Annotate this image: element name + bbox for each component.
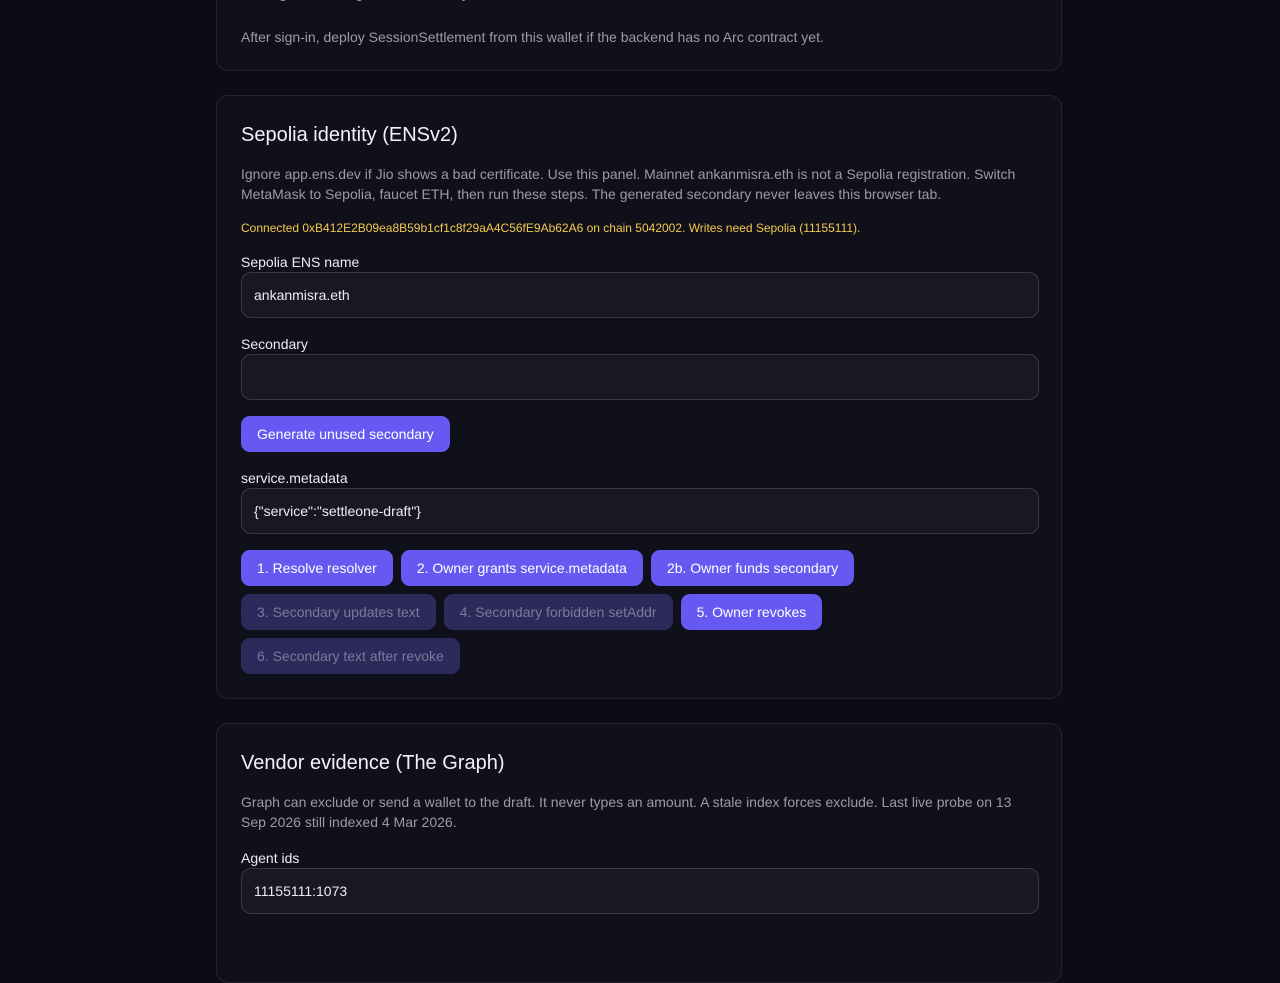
steps-row-2 <box>241 594 822 630</box>
sign-in-card <box>216 0 1062 71</box>
step-owner-funds-button[interactable]: 2b. Owner funds secondary <box>651 550 854 586</box>
metadata-input[interactable] <box>241 488 1039 534</box>
ens-name-input[interactable] <box>241 272 1039 318</box>
sepolia-identity-card <box>216 95 1062 699</box>
step-owner-revokes-button[interactable]: 5. Owner revokes <box>681 594 823 630</box>
step-secondary-updates-button[interactable]: 3. Secondary updates text <box>241 594 436 630</box>
secondary-input[interactable] <box>241 354 1039 400</box>
steps-row-1 <box>241 550 854 586</box>
agent-ids-label: Agent ids <box>241 850 300 866</box>
graph-description: Graph can exclude or send a wallet to the draft. It never types an amount. A stale index forces exclude. Last live probe on 13 Sep 2026 still indexed 4 Mar 2026. <box>241 794 1012 830</box>
generate-secondary-button[interactable]: Generate unused secondary <box>241 416 450 452</box>
identity-description: Ignore app.ens.dev if Jio shows a bad certificate. Use this panel. Mainnet ankanmisra.eth is not a Sepolia registration. Switch MetaMask to Sepolia, faucet ETH, then run these steps. The generated secondary never leaves this browser tab. <box>241 166 1016 202</box>
step-owner-grants-button[interactable]: 2. Owner grants service.metadata <box>401 550 643 586</box>
step-text-after-revoke-button[interactable]: 6. Secondary text after revoke <box>241 638 460 674</box>
steps-row-3 <box>241 638 460 674</box>
step-secondary-forbidden-button[interactable]: 4. Secondary forbidden setAddr <box>444 594 673 630</box>
chain-warning: Connected 0xB412E2B09ea8B59b1cf1c8f29aA4C56fE9Ab62A6 on chain 5042002. Writes need Sepolia (11155111). <box>241 221 861 235</box>
deploy-note: After sign-in, deploy SessionSettlement from this wallet if the backend has no Arc contract yet. <box>241 29 824 45</box>
ens-name-label: Sepolia ENS name <box>241 254 360 270</box>
graph-title: Vendor evidence (The Graph) <box>241 752 505 774</box>
vendor-evidence-card <box>216 723 1062 983</box>
metadata-label: service.metadata <box>241 470 348 486</box>
identity-title: Sepolia identity (ENSv2) <box>241 124 458 146</box>
step-resolve-resolver-button[interactable]: 1. Resolve resolver <box>241 550 393 586</box>
secondary-label: Secondary <box>241 336 308 352</box>
agent-ids-input[interactable] <box>241 868 1039 914</box>
sign-in-note <box>241 0 1037 3</box>
